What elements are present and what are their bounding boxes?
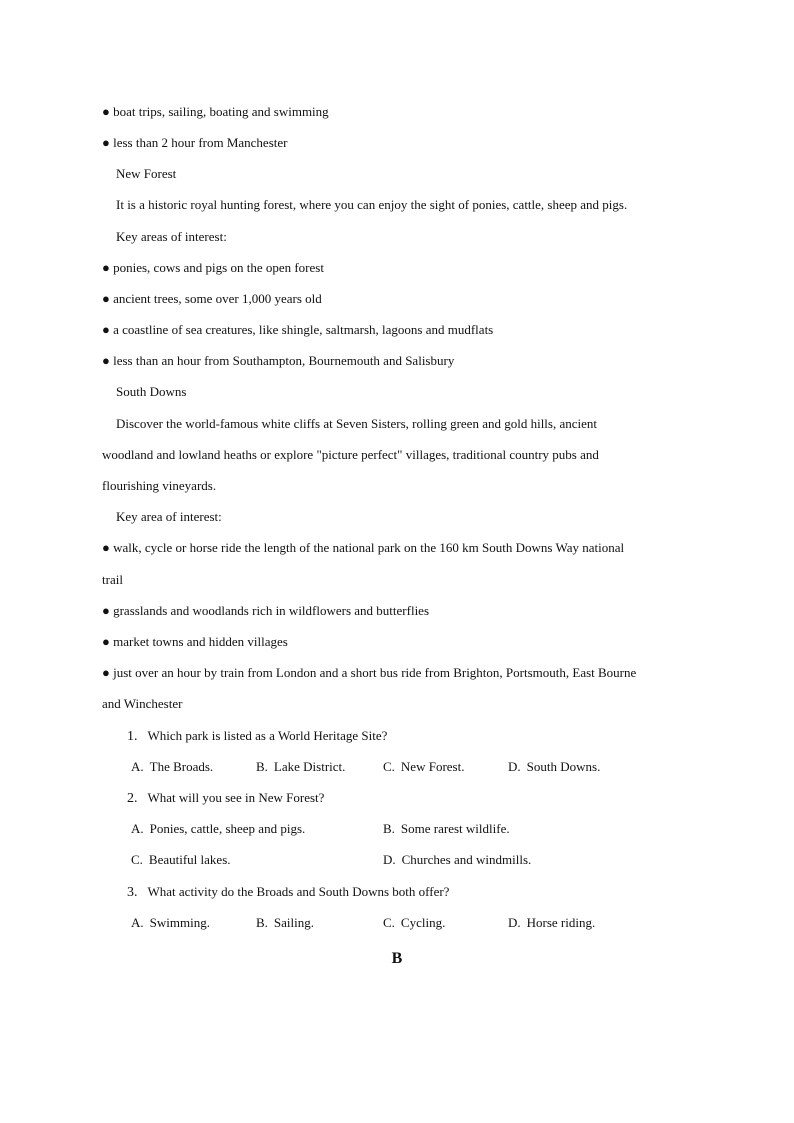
bullet-train-london: ● just over an hour by train from London and a short bus ride from Brighton, Portsmouth, East Bourne [102,665,637,680]
question-text: What activity do the Broads and South Downs both offer? [147,884,450,899]
south-downs-description-2: woodland and lowland heaths or explore "picture perfect" villages, traditional country pubs and [102,447,599,462]
heading-new-forest: New Forest [116,166,177,181]
bullet-southampton: ● less than an hour from Southampton, Bournemouth and Salisbury [102,353,455,368]
south-downs-description-3: flourishing vineyards. [102,478,217,493]
bullet-grasslands: ● grasslands and woodlands rich in wildflowers and butterflies [102,603,430,618]
new-forest-key-areas-label: Key areas of interest: [116,229,227,244]
heading-south-downs: South Downs [116,384,187,399]
q1-option-d[interactable]: D. South Downs. [508,759,601,774]
bullet-ancient-trees: ● ancient trees, some over 1,000 years old [102,291,322,306]
q3-option-b[interactable]: B. Sailing. [256,915,315,930]
q1-option-a[interactable]: A. The Broads. [131,759,214,774]
south-downs-key-area-label: Key area of interest: [116,509,222,524]
q2-option-d[interactable]: D. Churches and windmills. [383,852,532,867]
question-text: What will you see in New Forest? [147,790,325,805]
q2-option-b[interactable]: B. Some rarest wildlife. [383,821,510,836]
bullet-ponies-cows-pigs: ● ponies, cows and pigs on the open forest [102,260,324,275]
question-3 [127,884,449,901]
bullet-coastline: ● a coastline of sea creatures, like shingle, saltmarsh, lagoons and mudflats [102,322,494,337]
q2-option-a[interactable]: A. Ponies, cattle, sheep and pigs. [131,821,306,836]
south-downs-description-1: Discover the world-famous white cliffs at Seven Sisters, rolling green and gold hills, ancient [116,416,598,431]
q3-option-a[interactable]: A. Swimming. [131,915,210,930]
question-text: Which park is listed as a World Heritage Site? [147,728,388,743]
q1-option-b[interactable]: B. Lake District. [256,759,346,774]
bullet-train-london-cont: and Winchester [102,696,183,711]
q3-option-c[interactable]: C. Cycling. [383,915,446,930]
bullet-boat-trips: ● boat trips, sailing, boating and swimming [102,104,329,119]
q3-option-d[interactable]: D. Horse riding. [508,915,596,930]
bullet-market-towns: ● market towns and hidden villages [102,634,288,649]
question-number: 1. [127,729,138,744]
bullet-walk-cycle-ride: ● walk, cycle or horse ride the length of the national park on the 160 km South Downs Way national [102,540,625,555]
new-forest-description: It is a historic royal hunting forest, where you can enjoy the sight of ponies, cattle, sheep and pigs. [116,197,628,212]
bullet-walk-cycle-ride-cont: trail [102,572,123,587]
question-1 [127,728,387,745]
section-label-b: B [391,950,403,967]
q2-option-c[interactable]: C. Beautiful lakes. [131,852,231,867]
question-2 [127,790,324,807]
q1-option-c[interactable]: C. New Forest. [383,759,465,774]
question-number: 2. [127,791,138,806]
question-number: 3. [127,885,138,900]
bullet-manchester: ● less than 2 hour from Manchester [102,135,288,150]
